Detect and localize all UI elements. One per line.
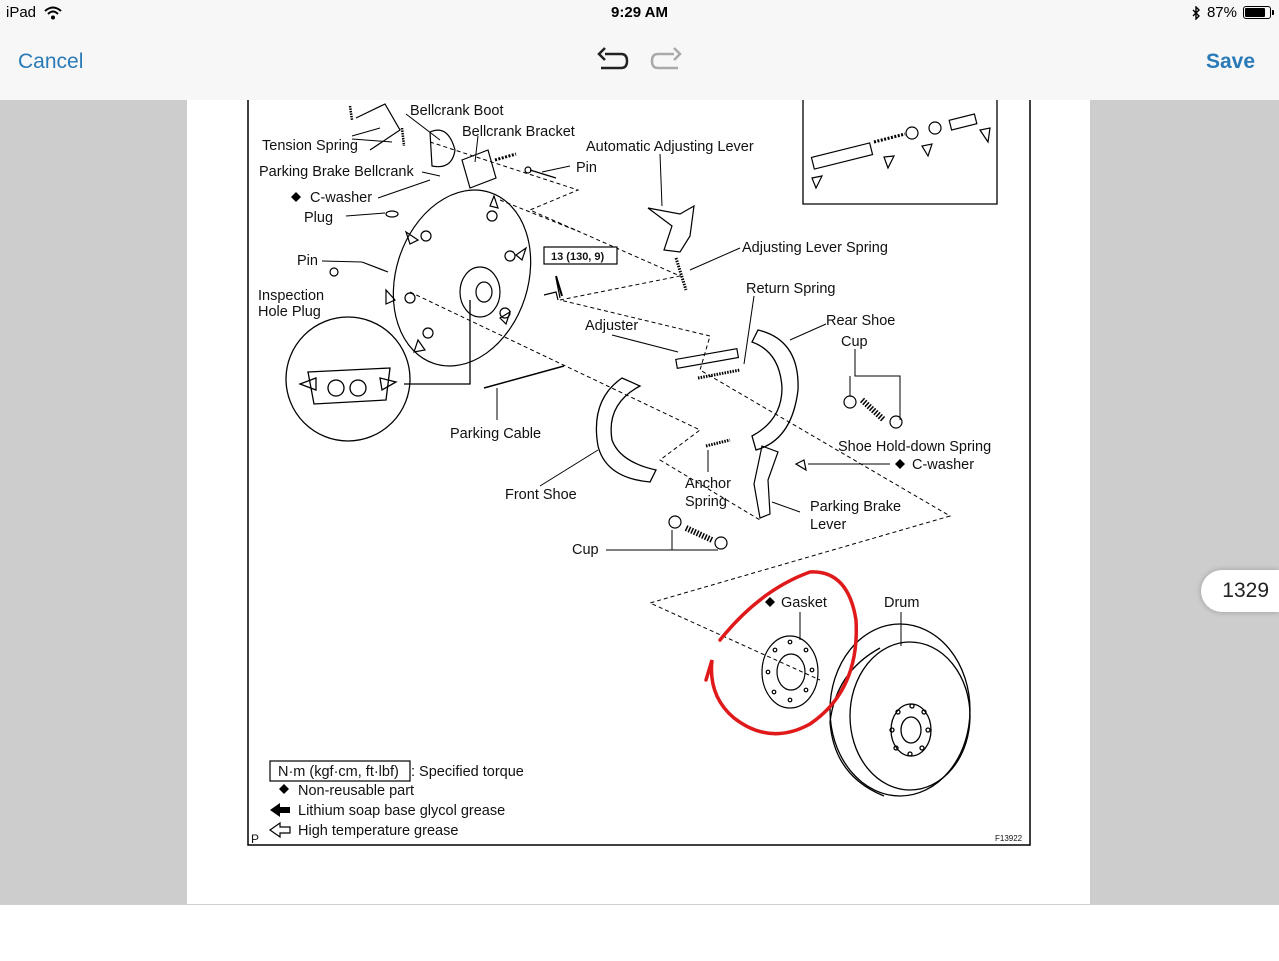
status-right [1192, 4, 1271, 21]
label-adjusting-lever-spring: Adjusting Lever Spring [742, 240, 888, 256]
corner-letter: P [251, 832, 260, 846]
label-plug: Plug [304, 210, 334, 226]
label-pin-top: Pin [576, 160, 597, 176]
label-parking-brake: Parking Brake [810, 499, 902, 515]
device-name: iPad [6, 4, 37, 21]
label-cup-right: Cup [841, 334, 868, 350]
label-rear-shoe: Rear Shoe [826, 313, 896, 329]
save-button[interactable]: Save [1205, 50, 1255, 73]
page-number-badge: 1329 [1201, 570, 1279, 612]
label-c-washer-right: C-washer [912, 457, 975, 473]
label-tension-spring: Tension Spring [262, 138, 358, 154]
label-front-shoe: Front Shoe [505, 487, 577, 503]
status-bar [0, 0, 1279, 26]
brake-exploded-diagram [187, 100, 1090, 904]
legend-specified-torque: : Specified torque [411, 764, 524, 780]
battery-icon [1243, 6, 1271, 19]
label-spring: Spring [685, 494, 727, 510]
label-lever: Lever [810, 517, 847, 533]
legend-non-reusable: Non-reusable part [298, 783, 415, 799]
redo-icon[interactable] [650, 46, 684, 76]
status-time: 9:29 AM [611, 4, 668, 21]
label-bellcrank-boot: Bellcrank Boot [410, 103, 504, 119]
label-c-washer-top: C-washer [310, 190, 373, 206]
document-viewer[interactable] [0, 100, 1279, 904]
bottom-area [0, 904, 1279, 961]
label-parking-cable: Parking Cable [450, 426, 542, 442]
battery-percent: 87% [1206, 4, 1237, 21]
label-adjuster: Adjuster [585, 318, 639, 334]
legend-torque-units: N·m (kgf·cm, ft·lbf) [278, 764, 399, 780]
label-shoe-hold-down-spring: Shoe Hold-down Spring [838, 439, 992, 455]
legend-lithium-grease: Lithium soap base glycol grease [298, 803, 506, 819]
undo-icon[interactable] [595, 46, 629, 76]
edit-toolbar [0, 26, 1279, 101]
label-pin-left: Pin [297, 253, 318, 269]
figure-id: F13922 [995, 834, 1023, 843]
label-parking-brake-bellcrank: Parking Brake Bellcrank [259, 164, 414, 180]
label-automatic-adjusting-lever: Automatic Adjusting Lever [586, 139, 754, 155]
torque-value: 13 (130, 9) [551, 251, 605, 263]
label-drum: Drum [884, 595, 920, 611]
label-cup-bottom: Cup [572, 542, 599, 558]
hollow-arrow-icon [270, 823, 290, 837]
document-page [187, 100, 1090, 904]
cancel-button[interactable]: Cancel [18, 50, 84, 73]
label-gasket: Gasket [781, 595, 827, 611]
label-anchor: Anchor [685, 476, 731, 492]
label-inspection: Inspection [258, 288, 325, 304]
solid-arrow-icon [270, 803, 290, 817]
label-return-spring: Return Spring [746, 281, 836, 297]
bluetooth-icon [1192, 6, 1201, 20]
label-bellcrank-bracket: Bellcrank Bracket [462, 124, 575, 140]
legend-high-temp-grease: High temperature grease [298, 823, 459, 839]
label-hole-plug: Hole Plug [258, 304, 321, 320]
